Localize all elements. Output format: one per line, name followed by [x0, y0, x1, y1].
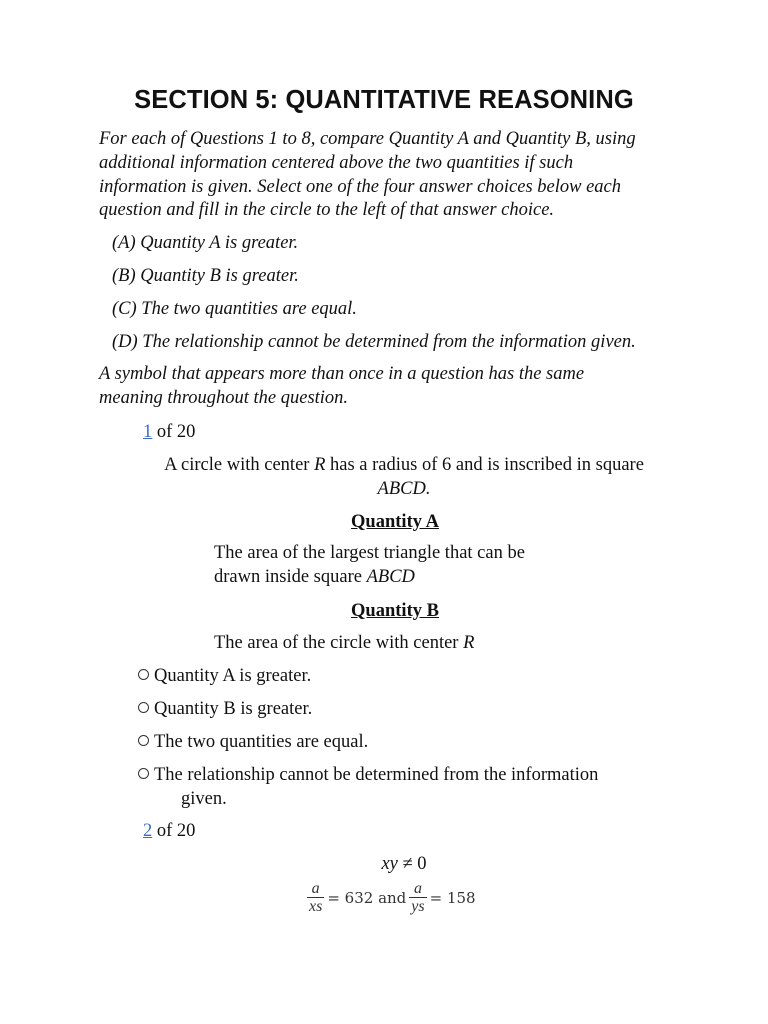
quantity-a-line2 — [214, 565, 525, 589]
fraction-1-numerator: a — [307, 880, 324, 898]
equation-2-rest: = 158 — [429, 888, 476, 907]
stem-variable: R — [314, 455, 326, 475]
symbol-note — [99, 363, 699, 411]
fraction-2-denominator: ys — [411, 898, 425, 915]
option-d[interactable] — [138, 763, 598, 811]
answer-key-b: (B) Quantity B is greater. — [112, 266, 299, 286]
instruction-line: information is given. Select one of the four answer choices below each — [99, 176, 622, 197]
option-b-label: Quantity B is greater. — [154, 699, 313, 719]
condition-rest: ≠ 0 — [397, 854, 427, 874]
radio-button-d[interactable] — [138, 768, 149, 779]
question-1-total: of 20 — [152, 422, 196, 442]
stem-text: A circle with center — [164, 455, 315, 475]
option-d-label-continued: given. — [181, 789, 227, 809]
instruction-line: additional information centered above the two quantities if such — [99, 152, 574, 173]
radio-button-c[interactable] — [138, 735, 149, 746]
quantity-a-text — [214, 541, 525, 589]
condition-variable: xy — [381, 854, 398, 874]
quantity-a-variable: ABCD — [366, 567, 415, 587]
instruction-line: question and fill in the circle to the left of that answer choice. — [99, 200, 555, 221]
question-1-stem-line1 — [0, 453, 768, 477]
quantity-b-text — [214, 631, 474, 655]
quantity-a-line1: The area of the largest triangle that can be — [214, 543, 525, 563]
question-1-stem-line2 — [0, 477, 768, 501]
fraction-2 — [409, 880, 426, 915]
question-1-counter — [143, 421, 195, 443]
option-c-label: The two quantities are equal. — [154, 732, 369, 752]
option-d-label: The relationship cannot be determined from the information — [154, 765, 599, 785]
question-2-condition — [0, 853, 768, 875]
option-a-label: Quantity A is greater. — [154, 666, 312, 686]
option-a[interactable] — [138, 664, 311, 688]
equation-1-rest: = 632 and — [327, 888, 407, 907]
fraction-1-denominator: xs — [309, 898, 323, 915]
question-1-stem — [0, 453, 768, 501]
question-1-link[interactable]: 1 — [143, 422, 153, 442]
question-2-total: of 20 — [152, 821, 196, 841]
symbol-note-line: A symbol that appears more than once in a question has the same — [99, 364, 585, 384]
quantity-b-heading: Quantity B — [351, 601, 439, 621]
quantity-b-variable: R — [463, 633, 475, 653]
section-title: SECTION 5: QUANTITATIVE REASONING — [134, 86, 634, 114]
answer-key-c: (C) The two quantities are equal. — [112, 299, 357, 319]
stem-variable: ABCD. — [377, 479, 431, 499]
instructions — [99, 128, 699, 223]
quantity-a-heading: Quantity A — [351, 512, 439, 532]
fraction-1 — [307, 880, 324, 915]
instruction-line: For each of Questions 1 to 8, compare Quantity A and Quantity B, using — [99, 129, 636, 149]
quantity-b-line — [214, 631, 474, 655]
question-2-counter — [143, 820, 195, 842]
stem-text: has a radius of 6 and is inscribed in square — [325, 455, 644, 475]
answer-key-a: (A) Quantity A is greater. — [112, 233, 299, 253]
answer-key-d: (D) The relationship cannot be determined from the information given. — [112, 332, 636, 352]
radio-button-b[interactable] — [138, 702, 149, 713]
question-2-equation — [307, 880, 479, 920]
symbol-note-line: meaning throughout the question. — [99, 387, 349, 408]
option-b[interactable] — [138, 697, 312, 721]
fraction-2-numerator: a — [409, 880, 426, 898]
radio-button-a[interactable] — [138, 669, 149, 680]
question-2-link[interactable]: 2 — [143, 821, 153, 841]
option-c[interactable] — [138, 730, 368, 754]
quantity-a-prefix: drawn inside square — [214, 567, 367, 587]
quantity-b-prefix: The area of the circle with center — [214, 633, 464, 653]
